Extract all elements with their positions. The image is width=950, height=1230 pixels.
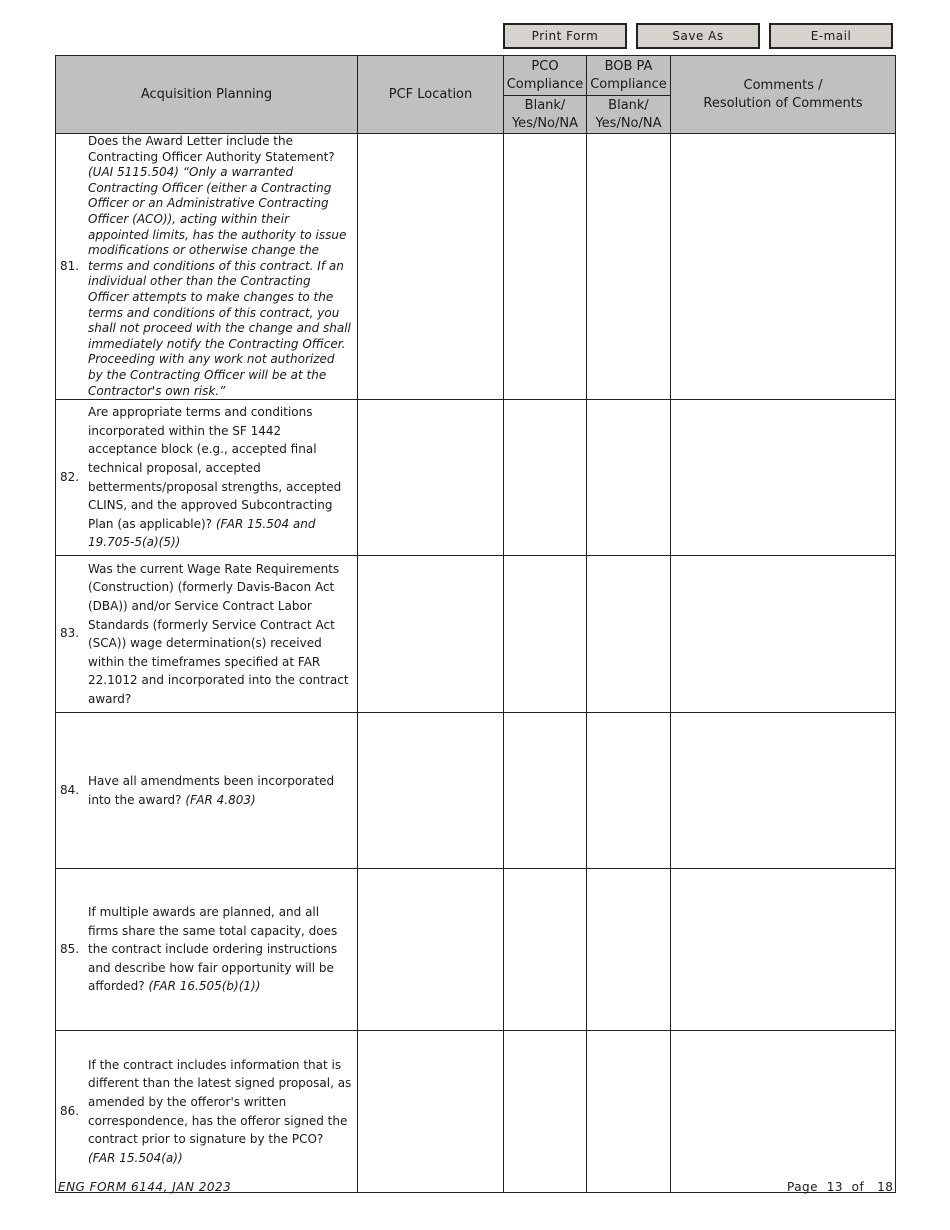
bob-compliance-field[interactable] xyxy=(587,1031,671,1193)
question-number: 83. xyxy=(60,626,80,641)
table-row xyxy=(56,869,896,1031)
question-number: 84. xyxy=(60,782,80,797)
header-comments-line2: Resolution of Comments xyxy=(703,95,863,111)
question-number: 85. xyxy=(60,941,80,956)
pcf-location-field[interactable] xyxy=(358,556,504,713)
bob-compliance-field[interactable] xyxy=(587,556,671,713)
email-button[interactable]: E-mail xyxy=(769,23,893,49)
question-reference: (FAR 15.504 and 19.705-5(a)(5)) xyxy=(88,516,316,550)
question-reference: (UAI 5115.504) “Only a warranted Contracting Officer (either a Contracting Officer or an Administrative Contracting Officer (ACO)), acting within their appointed limits, has the authority to issue modifications or otherwise change the terms and conditions of this contract. If an individual other than the Contracting Officer attempts to make changes to the terms and conditions of this contract, you shall not proceed with the change and shall immediately notify the Contracting Officer. Proceeding with any work not authorized by the Contracting Officer will be at the Contractor's own risk.” xyxy=(88,165,351,398)
comments-field[interactable] xyxy=(671,1031,896,1193)
pcf-location-field[interactable] xyxy=(358,134,504,400)
question-text xyxy=(88,560,353,709)
save-as-button[interactable]: Save As xyxy=(636,23,760,49)
header-pco-compliance: PCO Compliance xyxy=(504,56,587,96)
table-row xyxy=(56,134,896,400)
pcf-location-field[interactable] xyxy=(358,400,504,556)
question-reference: (FAR 16.505(b)(1)) xyxy=(148,979,261,994)
question-text xyxy=(88,903,353,996)
pco-compliance-field[interactable] xyxy=(504,400,587,556)
question-cell xyxy=(56,400,358,556)
question-body: If the contract includes information that is different than the latest signed proposal, as amended by the offeror's written correspondence, has the offeror signed the contract prior to signature by the PCO? xyxy=(88,1057,352,1147)
question-body: If multiple awards are planned, and all firms share the same total capacity, does the contract include ordering instructions and describe how fair opportunity will be afforded? xyxy=(88,905,338,994)
bob-compliance-field[interactable] xyxy=(587,400,671,556)
comments-field[interactable] xyxy=(671,134,896,400)
header-bob-blank-yes-no-na: Blank/ Yes/No/NA xyxy=(587,96,671,134)
question-number: 86. xyxy=(60,1103,80,1118)
table-row xyxy=(56,556,896,713)
question-cell xyxy=(56,556,358,713)
question-text xyxy=(88,772,353,809)
table-row xyxy=(56,400,896,556)
page-label: Page xyxy=(787,1180,819,1194)
pco-compliance-field[interactable] xyxy=(504,713,587,869)
form-id: ENG FORM 6144, JAN 2023 xyxy=(58,1180,232,1194)
table-row xyxy=(56,1031,896,1193)
page-total: 18 xyxy=(877,1180,894,1194)
of-label: of xyxy=(851,1180,865,1194)
question-number: 82. xyxy=(60,469,80,484)
header-pco-blank-yes-no-na: Blank/ Yes/No/NA xyxy=(504,96,587,134)
question-cell xyxy=(56,134,358,400)
page-number: 13 xyxy=(826,1180,843,1194)
comments-field[interactable] xyxy=(671,400,896,556)
question-cell xyxy=(56,869,358,1031)
question-body: Are appropriate terms and conditions incorporated within the SF 1442 acceptance block (e.g., accepted final technical proposal, accepted betterments/proposal strengths, accepted CLINS, and the approved Subcontracting Plan (as applicable)? xyxy=(88,405,342,531)
bob-compliance-field[interactable] xyxy=(587,713,671,869)
comments-field[interactable] xyxy=(671,713,896,869)
pco-compliance-field[interactable] xyxy=(504,556,587,713)
pco-compliance-field[interactable] xyxy=(504,134,587,400)
page-indicator xyxy=(787,1180,893,1194)
pcf-location-field[interactable] xyxy=(358,869,504,1031)
comments-field[interactable] xyxy=(671,869,896,1031)
comments-field[interactable] xyxy=(671,556,896,713)
question-body: Was the current Wage Rate Requirements (Construction) (formerly Davis-Bacon Act (DBA)) and/or Service Contract Labor Standards (formerly Service Contract Act (SCA)) wage determination(s) received within the timeframes specified at FAR 22.1012 and incorporated into the contract award? xyxy=(88,561,349,706)
question-text xyxy=(88,134,353,399)
question-reference: (FAR 15.504(a)) xyxy=(88,1150,183,1165)
question-text xyxy=(88,1056,353,1168)
question-cell xyxy=(56,1031,358,1193)
question-body: Does the Award Letter include the Contracting Officer Authority Statement? xyxy=(88,134,335,164)
question-reference: (FAR 4.803) xyxy=(185,792,256,807)
header-bob-compliance: BOB PA Compliance xyxy=(587,56,671,96)
acquisition-planning-table xyxy=(55,55,896,1193)
question-body: Have all amendments been incorporated into the award? xyxy=(88,774,335,807)
question-cell xyxy=(56,713,358,869)
bob-compliance-field[interactable] xyxy=(587,869,671,1031)
pcf-location-field[interactable] xyxy=(358,713,504,869)
header-comments-line1: Comments / xyxy=(743,77,823,93)
pco-compliance-field[interactable] xyxy=(504,1031,587,1193)
header-pcf-location: PCF Location xyxy=(358,56,504,134)
question-number: 81. xyxy=(60,258,80,273)
header-comments xyxy=(671,56,896,134)
question-text xyxy=(88,403,353,552)
bob-compliance-field[interactable] xyxy=(587,134,671,400)
pco-compliance-field[interactable] xyxy=(504,869,587,1031)
print-form-button[interactable]: Print Form xyxy=(503,23,627,49)
pcf-location-field[interactable] xyxy=(358,1031,504,1193)
header-acquisition-planning: Acquisition Planning xyxy=(56,56,358,134)
table-row xyxy=(56,713,896,869)
